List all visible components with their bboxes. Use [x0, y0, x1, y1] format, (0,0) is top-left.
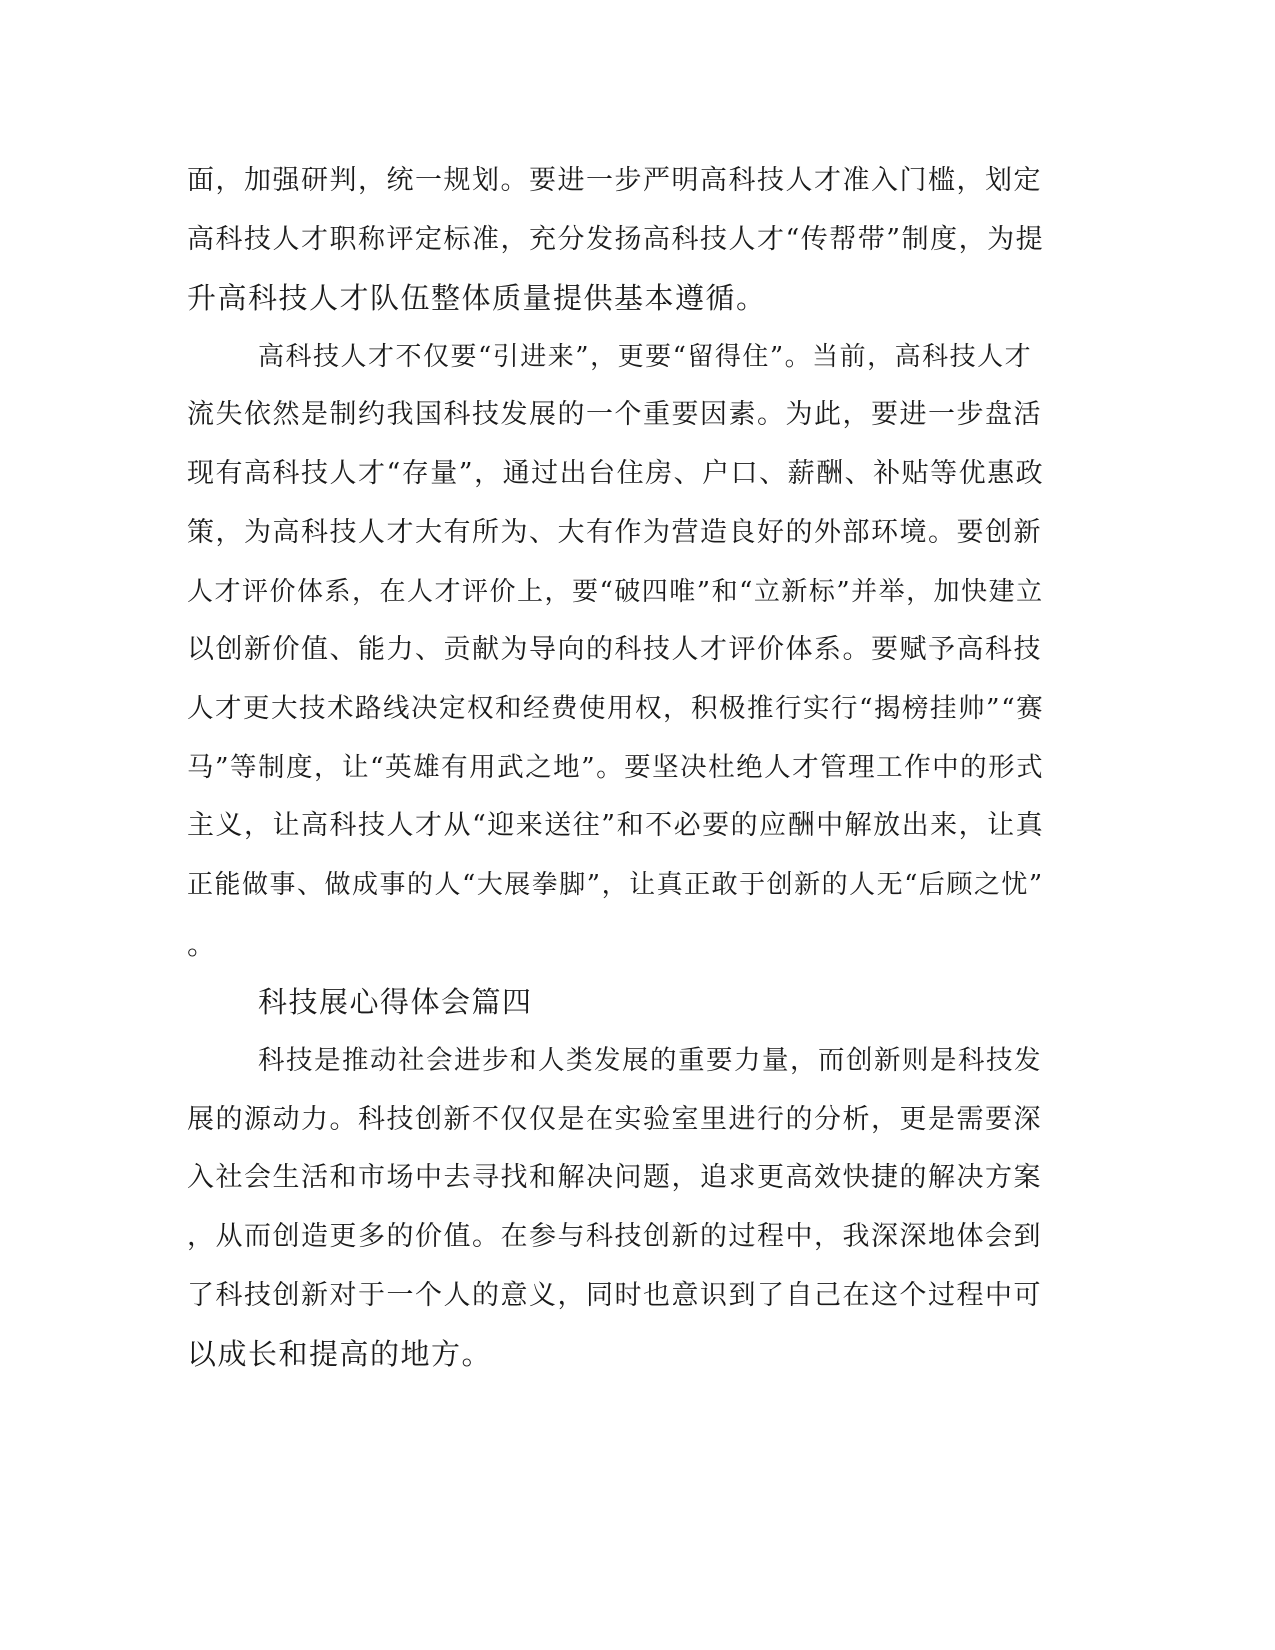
text-line: 人才更大技术路线决定权和经费使用权，积极推行实行“揭榜挂帅”“赛: [187, 693, 1045, 724]
text-line: 以创新价值、能力、贡献为导向的科技人才评价体系。要赋予高科技: [187, 634, 1042, 665]
paragraph-first-line: 高科技人才不仅要“引进来”，更要“留得住”。当前，高科技人才: [258, 342, 1033, 372]
text-line: 主义，让高科技人才从“迎来送往”和不必要的应酬中解放出来，让真: [187, 810, 1045, 841]
text-line: 现有高科技人才“存量”，通过出台住房、户口、薪酬、补贴等优惠政: [187, 458, 1045, 489]
text-line: 。: [187, 927, 218, 961]
text-line: 高科技人才职称评定标准，充分发扬高科技人才“传帮带”制度，为提: [187, 224, 1045, 255]
text-line: 正能做事、做成事的人“大展拳脚”，让真正敢于创新的人无“后顾之忧”: [187, 870, 1044, 900]
section-heading: 科技展心得体会篇四: [258, 985, 533, 1019]
text-line: 展的源动力。科技创新不仅仅是在实验室里进行的分析，更是需要深: [187, 1104, 1042, 1135]
text-line: 入社会生活和市场中去寻找和解决问题，追求更高效快捷的解决方案: [187, 1162, 1042, 1193]
text-line: 以成长和提高的地方。: [187, 1337, 493, 1371]
text-line: 策，为高科技人才大有所为、大有作为营造良好的外部环境。要创新: [187, 517, 1042, 548]
text-line: 流失依然是制约我国科技发展的一个重要因素。为此，要进一步盘活: [187, 399, 1042, 430]
paragraph-first-line: 科技是推动社会进步和人类发展的重要力量，而创新则是科技发: [258, 1045, 1042, 1076]
text-line: 了科技创新对于一个人的意义，同时也意识到了自己在这个过程中可: [187, 1280, 1042, 1311]
text-line: 升高科技人才队伍整体质量提供基本遵循。: [187, 281, 767, 315]
text-line: 面，加强研判，统一规划。要进一步严明高科技人才准入门槛，划定: [187, 165, 1042, 196]
text-line: 马”等制度，让“英雄有用武之地”。要坚决杜绝人才管理工作中的形式: [187, 752, 1045, 783]
text-line: 人才评价体系，在人才评价上，要“破四唯”和“立新标”并举，加快建立: [187, 577, 1044, 607]
text-line: ，从而创造更多的价值。在参与科技创新的过程中，我深深地体会到: [187, 1221, 1042, 1252]
